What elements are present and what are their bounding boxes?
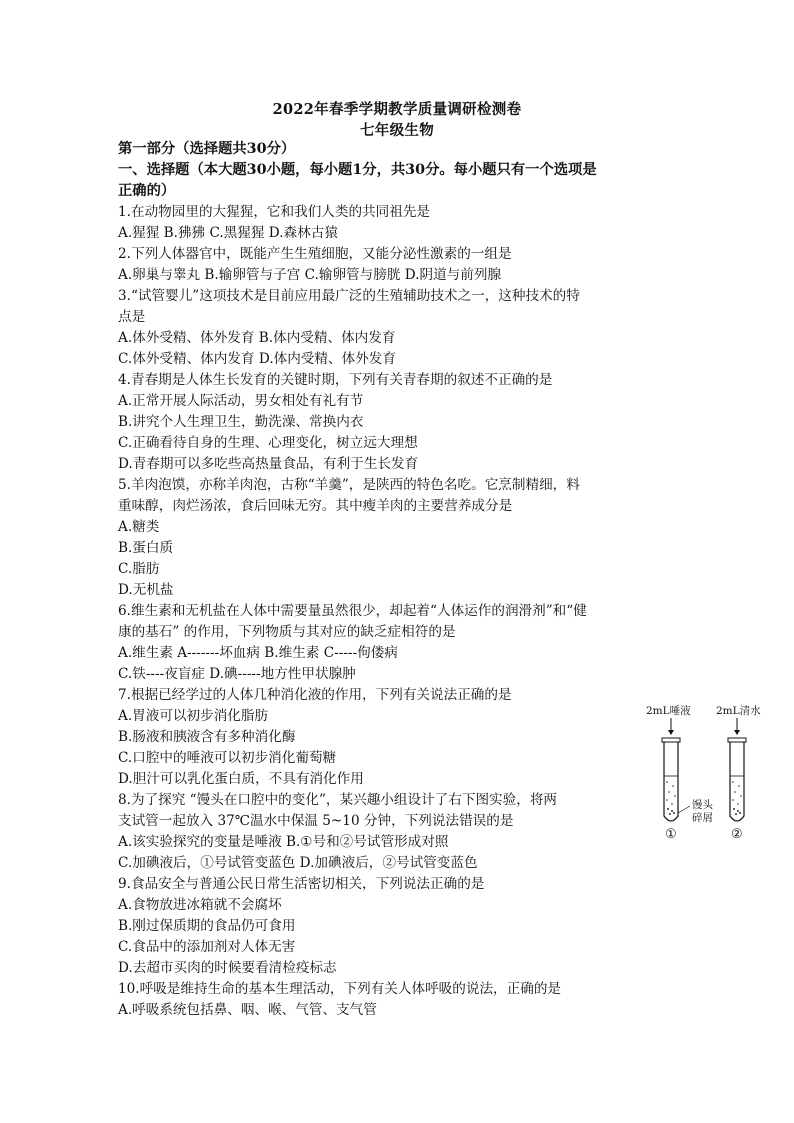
question-3-options-cd: C.体外受精、体内发育 D.体内受精、体外发育 <box>118 351 396 367</box>
arrow-down-icon <box>734 718 740 735</box>
question-6-options-ab: A.维生素 A-------坏血病 B.维生素 C-----佝偻病 <box>118 645 398 661</box>
question-5-stem: 5.羊肉泡馍，亦称羊肉泡，古称“羊羹”，是陕西的特色名吃。它烹制精细，料 <box>118 477 580 493</box>
question-10-stem: 10.呼吸是维持生命的基本生理活动，下列有关人体呼吸的说法，正确的是 <box>118 981 562 997</box>
question-4-option-d: D.青春期可以多吃些高热量食品，有利于生长发育 <box>118 456 419 472</box>
question-9-option-b: B.刚过保质期的食品仍可食用 <box>118 918 296 934</box>
question-9-stem: 9.食品安全与普通公民日常生活密切相关，下列说法正确的是 <box>118 876 485 892</box>
question-5-option-b: B.蛋白质 <box>118 540 174 556</box>
question-1-stem: 1.在动物园里的大猩猩，它和我们人类的共同祖先是 <box>118 204 431 220</box>
question-9-option-a: A.食物放进冰箱就不会腐坏 <box>118 897 282 913</box>
question-9-option-d: D.去超市买肉的时候要看清检疫标志 <box>118 960 337 976</box>
question-2-stem: 2.下列人体器官中，既能产生生殖细胞，又能分泌性激素的一组是 <box>118 246 512 262</box>
question-3-stem: 3.“试管婴儿”这项技术是目前应用最广泛的生殖辅助技术之一，这种技术的特 <box>118 288 580 304</box>
question-5-option-c: C.脂肪 <box>118 561 160 577</box>
exam-title: 2022年春季学期教学质量调研检测卷 <box>272 101 522 118</box>
tube-2-number: ② <box>731 827 743 842</box>
question-7-option-c: C.口腔中的唾液可以初步消化葡萄糖 <box>118 750 337 766</box>
question-8-options-ab: A.该实验探究的变量是唾液 B.①号和②号试管形成对照 <box>118 834 449 850</box>
test-tube-1 <box>662 738 680 821</box>
question-5-option-d: D.无机盐 <box>118 582 174 598</box>
question-7-stem: 7.根据已经学过的人体几种消化液的作用，下列有关说法正确的是 <box>118 687 512 703</box>
question-7-option-a: A.胃液可以初步消化脂肪 <box>118 708 269 724</box>
question-7-option-b: B.肠液和胰液含有多种消化酶 <box>118 729 296 745</box>
arrow-down-icon <box>668 718 674 735</box>
exam-subtitle: 七年级生物 <box>360 122 434 139</box>
question-7-option-d: D.胆汁可以乳化蛋白质，不具有消化作用 <box>118 771 364 787</box>
section-instructions-cont: 正确的） <box>118 183 176 199</box>
question-8-stem: 8.为了探究 “馒头在口腔中的变化”，某兴趣小组设计了右下图实验，将两 <box>118 792 558 808</box>
question-3-stem-cont: 点是 <box>118 309 146 325</box>
question-1-options: A.猩猩 B.狒狒 C.黑猩猩 D.森林古猿 <box>118 225 338 241</box>
question-9-option-c: C.食品中的添加剂对人体无害 <box>118 939 296 955</box>
test-tube-figure <box>636 700 776 850</box>
question-10-option-a: A.呼吸系统包括鼻、咽、喉、气管、支气管 <box>118 1002 377 1018</box>
tube-1-label: 2mL唾液 <box>646 705 691 717</box>
tube-2-label: 2mL清水 <box>716 705 761 717</box>
question-6-stem-cont: 康的基石” 的作用，下列物质与其对应的缺乏症相符的是 <box>118 624 456 640</box>
part-heading: 第一部分（选择题共30分） <box>118 141 296 157</box>
question-5-option-a: A.糖类 <box>118 519 160 535</box>
question-8-options-cd: C.加碘液后，①号试管变蓝色 D.加碘液后，②号试管变蓝色 <box>118 855 478 871</box>
question-6-stem: 6.维生素和无机盐在人体中需要量虽然很少，却起着“人体运作的润滑剂”和“健 <box>118 603 587 619</box>
question-4-option-a: A.正常开展人际活动，男女相处有礼有节 <box>118 393 364 409</box>
question-8-stem-cont: 支试管一起放入 37℃温水中保温 5~10 分钟，下列说法错误的是 <box>118 813 514 829</box>
section-instructions: 一、选择题（本大题30小题，每小题1分，共30分。每小题只有一个选项是 <box>118 162 597 178</box>
question-2-options: A.卵巢与睾丸 B.输卵管与子宫 C.输卵管与膀胱 D.阴道与前列腺 <box>118 267 502 283</box>
question-4-stem: 4.青春期是人体生长发育的关键时期，下列有关青春期的叙述不正确的是 <box>118 372 553 388</box>
crumb-label: 馒头 <box>692 799 713 811</box>
crumb-label-cont: 碎屑 <box>692 812 713 824</box>
question-4-option-b: B.讲究个人生理卫生，勤洗澡、常换内衣 <box>118 414 364 430</box>
question-5-stem-cont: 重味醇，肉烂汤浓，食后回味无穷。其中瘦羊肉的主要营养成分是 <box>118 498 513 514</box>
question-4-option-c: C.正确看待自身的生理、心理变化，树立远大理想 <box>118 435 418 451</box>
question-6-options-cd: C.铁----夜盲症 D.碘-----地方性甲状腺肿 <box>118 666 356 682</box>
question-3-options-ab: A.体外受精、体外发育 B.体内受精、体内发育 <box>118 330 396 346</box>
test-tube-2 <box>728 738 746 821</box>
tube-1-number: ① <box>665 827 677 842</box>
